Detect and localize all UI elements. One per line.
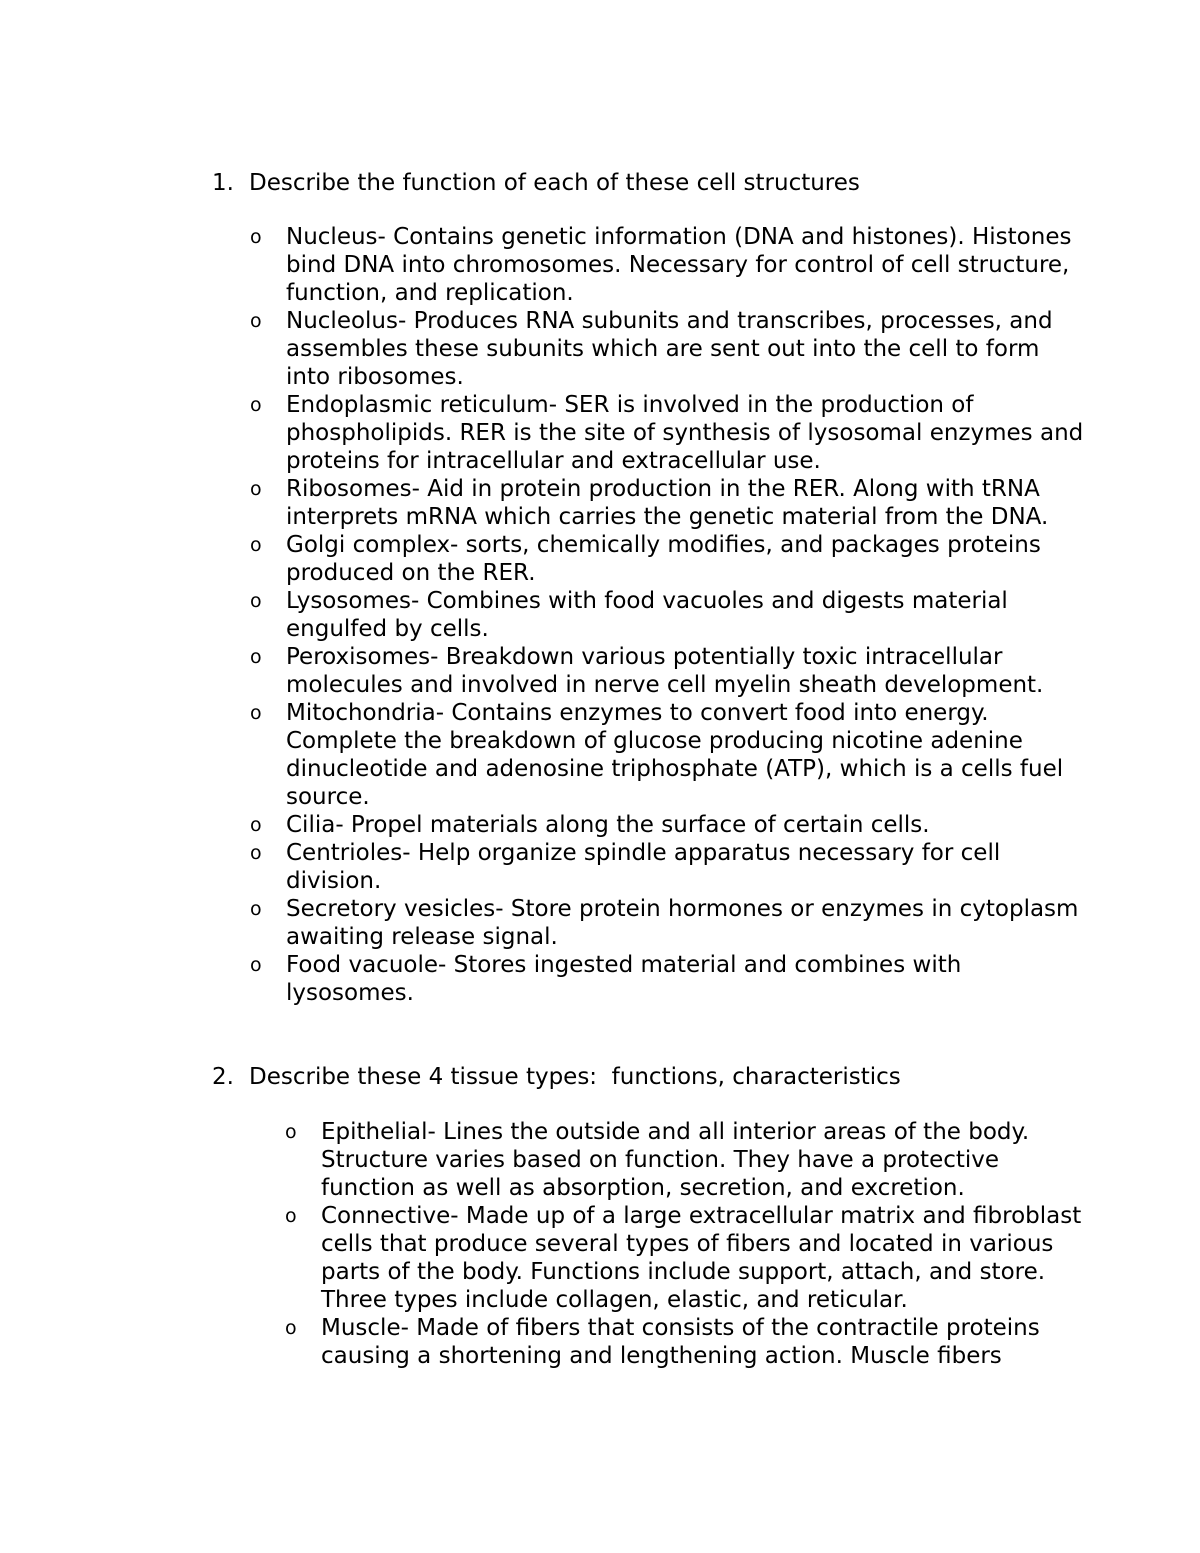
- item-text: Epithelial- Lines the outside and all interior areas of the body. Structure varies based on function. They have a protective function as well as absorption, secretion, and excretion.: [321, 1119, 1030, 1201]
- item-text: Peroxisomes- Breakdown various potentially toxic intracellular molecules and involved in nerve cell myelin sheath development.: [286, 644, 1044, 698]
- list-item: [285, 1202, 1085, 1314]
- item-text: Nucleolus- Produces RNA subunits and transcribes, processes, and assembles these subunits which are sent out into the cell to form into ribosomes.: [286, 308, 1053, 390]
- item-text: Cilia- Propel materials along the surface of certain cells.: [286, 812, 930, 838]
- hollow-bullet-icon: o: [250, 702, 262, 724]
- hollow-bullet-icon: o: [250, 226, 262, 248]
- list-item: [250, 307, 1090, 391]
- hollow-bullet-icon: o: [250, 590, 262, 612]
- hollow-bullet-icon: o: [250, 814, 262, 836]
- hollow-bullet-icon: o: [250, 478, 262, 500]
- list-item: [250, 699, 1090, 811]
- hollow-bullet-icon: o: [285, 1121, 297, 1143]
- list-item: [250, 951, 1090, 1007]
- list-item: [250, 895, 1090, 951]
- question-number: 2.: [212, 1064, 234, 1090]
- list-item: [250, 531, 1090, 587]
- hollow-bullet-icon: o: [285, 1317, 297, 1339]
- item-text: Secretory vesicles- Store protein hormones or enzymes in cytoplasm awaiting release signal.: [286, 896, 1079, 950]
- item-text: Lysosomes- Combines with food vacuoles and digests material engulfed by cells.: [286, 588, 1008, 642]
- hollow-bullet-icon: o: [250, 842, 262, 864]
- question-text: Describe the function of each of these cell structures: [249, 170, 860, 196]
- list-item: [250, 839, 1090, 895]
- item-text: Muscle- Made of fibers that consists of the contractile proteins causing a shortening and lengthening action. Muscle fibers: [321, 1315, 1040, 1369]
- hollow-bullet-icon: o: [250, 394, 262, 416]
- tissue-types-list: [285, 1118, 1085, 1370]
- question-text: Describe these 4 tissue types: functions, characteristics: [249, 1064, 901, 1090]
- list-item: [250, 223, 1090, 307]
- hollow-bullet-icon: o: [250, 310, 262, 332]
- list-item: [285, 1314, 1085, 1370]
- hollow-bullet-icon: o: [250, 646, 262, 668]
- hollow-bullet-icon: o: [250, 954, 262, 976]
- item-text: Centrioles- Help organize spindle apparatus necessary for cell division.: [286, 840, 1001, 894]
- item-text: Endoplasmic reticulum- SER is involved in the production of phospholipids. RER is the site of synthesis of lysosomal enzymes and proteins for intracellular and extracellular use.: [286, 392, 1084, 474]
- list-item: [250, 643, 1090, 699]
- item-text: Golgi complex- sorts, chemically modifies, and packages proteins produced on the RER.: [286, 532, 1041, 586]
- item-text: Mitochondria- Contains enzymes to convert food into energy. Complete the breakdown of glucose producing nicotine adenine dinucleotide and adenosine triphosphate (ATP), which is a cells fuel source.: [286, 700, 1064, 810]
- list-item: [250, 475, 1090, 531]
- list-item: [250, 391, 1090, 475]
- item-text: Ribosomes- Aid in protein production in the RER. Along with tRNA interprets mRNA which carries the genetic material from the DNA.: [286, 476, 1049, 530]
- hollow-bullet-icon: o: [250, 534, 262, 556]
- list-item: [250, 587, 1090, 643]
- item-text: Nucleus- Contains genetic information (DNA and histones). Histones bind DNA into chromosomes. Necessary for control of cell structure, function, and replication.: [286, 224, 1072, 306]
- cell-structures-list: [250, 223, 1090, 1007]
- hollow-bullet-icon: o: [285, 1205, 297, 1227]
- hollow-bullet-icon: o: [250, 898, 262, 920]
- item-text: Food vacuole- Stores ingested material and combines with lysosomes.: [286, 952, 962, 1006]
- list-item: [285, 1118, 1085, 1202]
- question-number: 1.: [212, 170, 234, 196]
- list-item: [250, 811, 1090, 839]
- item-text: Connective- Made up of a large extracellular matrix and fibroblast cells that produce several types of fibers and located in various parts of the body. Functions include support, attach, and store. Three types include collagen, elastic, and reticular.: [321, 1203, 1082, 1313]
